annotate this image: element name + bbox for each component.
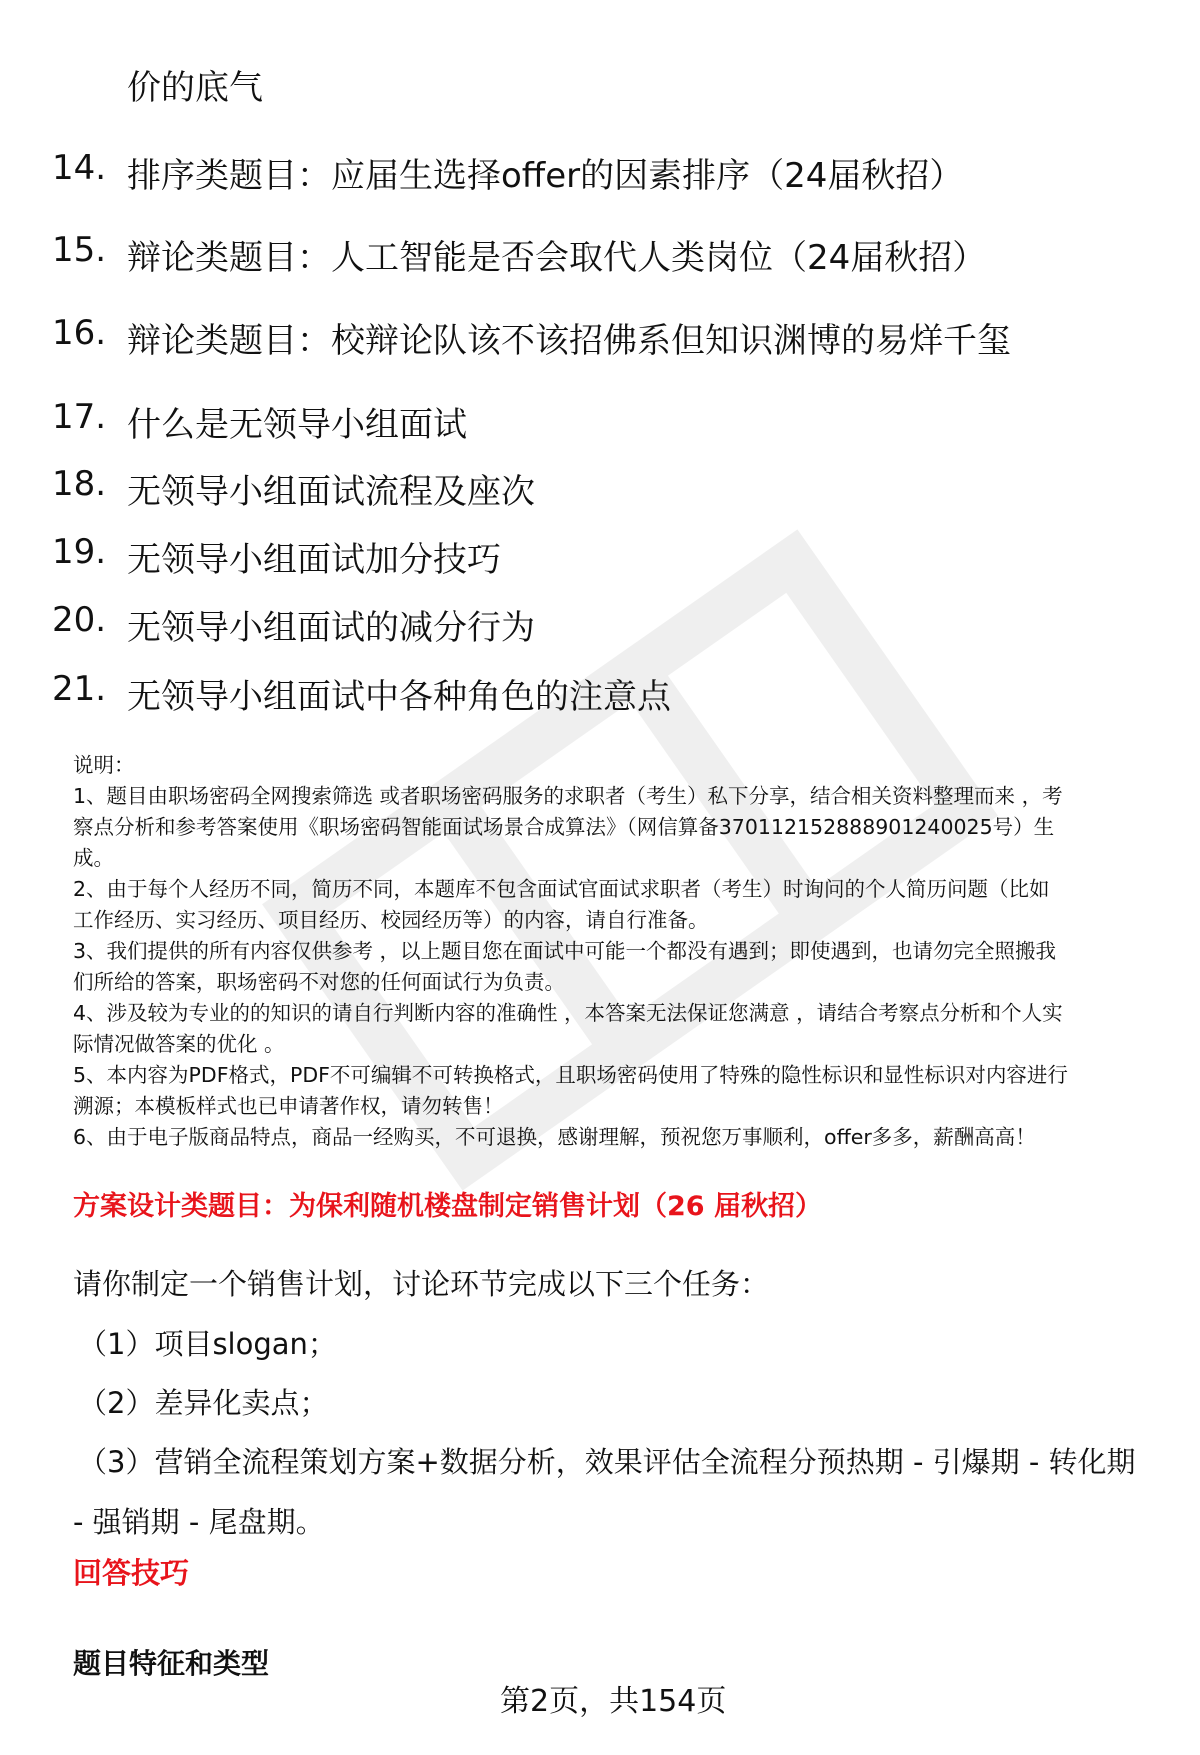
item-text: 排序类题目：应届生选择offer的因素排序（24届秋招） — [127, 156, 964, 196]
note-line: 6、由于电子版商品特点，商品一经购买，不可退换，感谢理解，预祝您万事顺利，offer多多，薪酬高高！ — [73, 1125, 1036, 1149]
note-line: 工作经历、实习经历、项目经历、校园经历等）的内容，请自行准备。 — [73, 908, 709, 932]
task-item-continuation: - 强销期 - 尾盘期。 — [73, 1505, 325, 1539]
item-number: 19. — [52, 532, 107, 572]
notes-block — [73, 750, 1068, 1153]
question-intro: 请你制定一个销售计划，讨论环节完成以下三个任务： — [73, 1267, 770, 1301]
task-item: （2）差异化卖点； — [78, 1386, 329, 1420]
note-line: 2、由于每个人经历不同，简历不同，本题库不包含面试官面试求职者（考生）时询问的个人简历问题（比如 — [73, 877, 1050, 901]
notes-title: 说明： — [73, 753, 135, 777]
task-item: （1）项目slogan； — [78, 1327, 337, 1361]
task-item: （3）营销全流程策划方案+数据分析，效果评估全流程分预热期 - 引爆期 - 转化期 — [78, 1445, 1136, 1479]
section-heading: 题目特征和类型 — [73, 1647, 270, 1680]
continuation-text: 价的底气 — [127, 68, 263, 108]
item-text: 辩论类题目：校辩论队该不该招佛系但知识渊博的易烊千玺 — [127, 321, 1011, 361]
item-number: 15. — [52, 230, 107, 270]
note-line: 际情况做答案的优化 。 — [73, 1032, 285, 1056]
item-number: 21. — [52, 669, 107, 709]
item-text: 什么是无领导小组面试 — [127, 405, 467, 445]
note-line: 1、题目由职场密码全网搜索筛选 或者职场密码服务的求职者（考生）私下分享，结合相关资料整理而来 ，考 — [73, 784, 1063, 808]
item-number: 14. — [52, 148, 107, 188]
item-text: 无领导小组面试流程及座次 — [127, 472, 535, 512]
item-text: 无领导小组面试的减分行为 — [127, 608, 535, 648]
note-line: 察点分析和参考答案使用《职场密码智能面试场景合成算法》（网信算备370112152888901240025号）生 — [73, 815, 1055, 839]
item-number: 17. — [52, 397, 107, 437]
page-footer: 第2页，共154页 — [500, 1684, 727, 1719]
tips-heading: 回答技巧 — [73, 1556, 190, 1590]
item-number: 18. — [52, 464, 107, 504]
note-line: 们所给的答案，职场密码不对您的任何面试行为负责。 — [73, 970, 565, 994]
note-line: 成。 — [73, 846, 114, 870]
note-line: 4、涉及较为专业的的知识的请自行判断内容的准确性 ，本答案无法保证您满意 ，请结合考察点分析和个人实 — [73, 1001, 1063, 1025]
item-text: 无领导小组面试加分技巧 — [127, 540, 501, 580]
item-text: 无领导小组面试中各种角色的注意点 — [127, 677, 671, 717]
item-text: 辩论类题目：人工智能是否会取代人类岗位（24届秋招） — [127, 238, 987, 278]
note-line: 3、我们提供的所有内容仅供参考 ，以上题目您在面试中可能一个都没有遇到；即使遇到，也请勿完全照搬我 — [73, 939, 1057, 963]
note-line: 5、本内容为PDF格式，PDF不可编辑不可转换格式，且职场密码使用了特殊的隐性标识和显性标识对内容进行 — [73, 1063, 1068, 1087]
question-title: 方案设计类题目：为保利随机楼盘制定销售计划（26 届秋招） — [73, 1191, 822, 1222]
item-number: 20. — [52, 600, 107, 640]
item-number: 16. — [52, 313, 107, 353]
note-line: 溯源；本模板样式也已申请著作权，请勿转售！ — [73, 1094, 504, 1118]
